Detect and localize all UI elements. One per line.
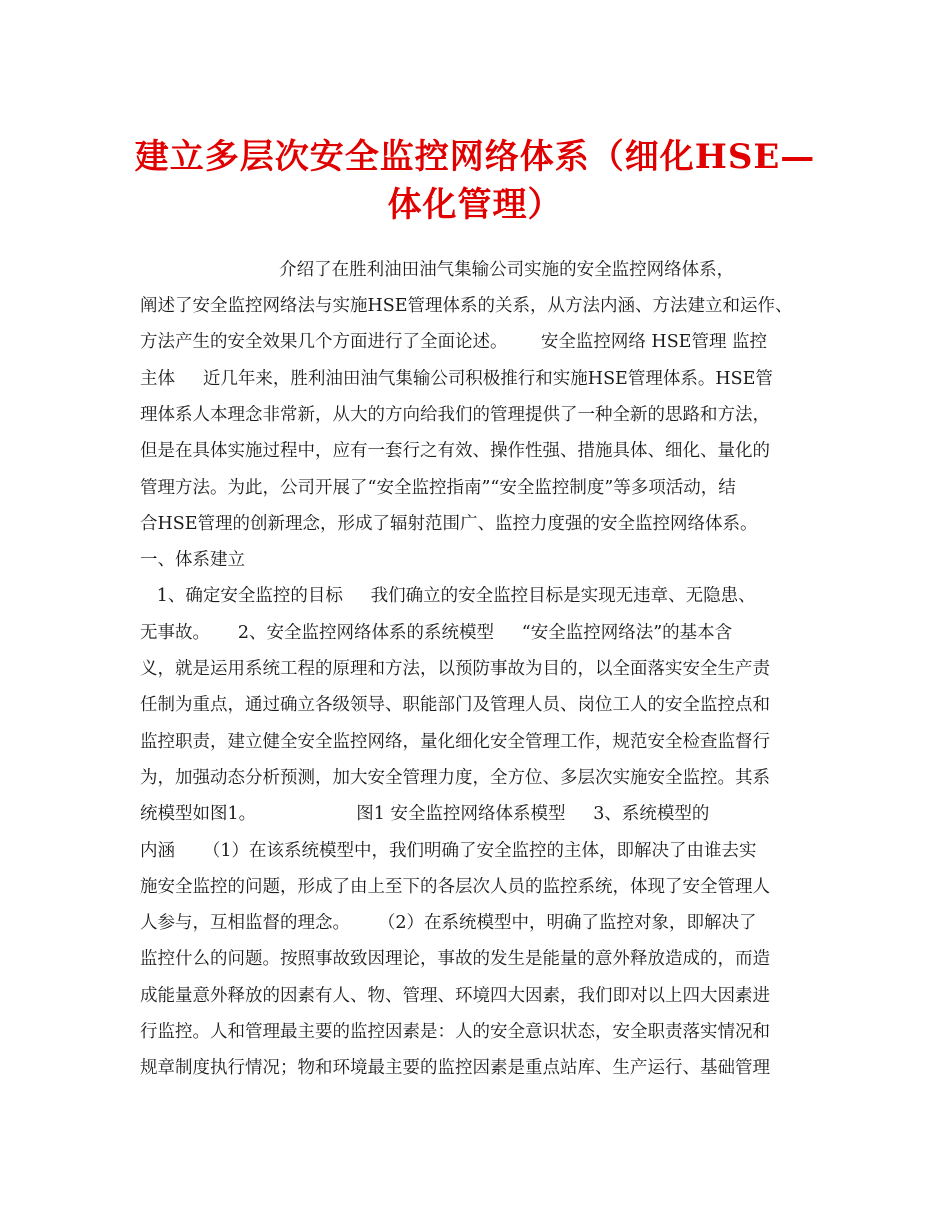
body-line: 理体系人本理念非常新，从大的方向给我们的管理提供了一种全新的思路和方法， [140, 405, 770, 425]
body-line: 管理方法。为此，公司开展了“安全监控指南”“安全监控制度”等多项活动，结 [140, 478, 736, 498]
body-line: 统模型如图1。 图1 安全监控网络体系模型 3、系统模型的 [140, 804, 710, 824]
body-line: 为，加强动态分析预测，加大安全管理力度，全方位、多层次实施安全监控。其系 [140, 768, 770, 788]
document-title-line-2: 体化管理） [387, 185, 563, 225]
body-line: 方法产生的安全效果几个方面进行了全面论述。 安全监控网络 HSE管理 监控 [140, 332, 768, 352]
body-line: 任制为重点，通过确立各级领导、职能部门及管理人员、岗位工人的安全监控点和 [140, 695, 770, 715]
document-title-line-1: 建立多层次安全监控网络体系（细化HSE— [134, 137, 816, 177]
section-heading: 一、体系建立 [140, 550, 245, 570]
body-line: 1、确定安全监控的目标 我们确立的安全监控目标是实现无违章、无隐患、 [140, 586, 756, 606]
body-line: 施安全监控的问题，形成了由上至下的各层次人员的监控系统，体现了安全管理人 [140, 877, 770, 897]
body-line: 成能量意外释放的因素有人、物、管理、环境四大因素，我们即对以上四大因素进 [140, 986, 770, 1006]
body-line: 但是在具体实施过程中，应有一套行之有效、操作性强、措施具体、细化、量化的 [140, 441, 770, 461]
body-line: 监控职责，建立健全安全监控网络，量化细化安全管理工作，规范安全检查监督行 [140, 732, 770, 752]
body-line: 无事故。 2、安全监控网络体系的系统模型 “安全监控网络法”的基本含 [140, 623, 733, 643]
body-line: 规章制度执行情况；物和环境最主要的监控因素是重点站库、生产运行、基础管理 [140, 1058, 770, 1078]
body-line: 监控什么的问题。按照事故致因理论，事故的发生是能量的意外释放造成的，而造 [140, 949, 770, 969]
body-line: 人参与，互相监督的理念。 （2）在系统模型中，明确了监控对象，即解决了 [140, 913, 757, 933]
body-line: 主体 近几年来，胜利油田油气集输公司积极推行和实施HSE管理体系。HSE管 [140, 369, 773, 389]
body-line: 内涵 （1）在该系统模型中，我们明确了安全监控的主体，即解决了由谁去实 [140, 841, 757, 861]
body-line: 义，就是运用系统工程的原理和方法，以预防事故为目的，以全面落实安全生产责 [140, 659, 770, 679]
body-line: 阐述了安全监控网络法与实施HSE管理体系的关系，从方法内涵、方法建立和运作、 [140, 296, 793, 316]
body-line: 合HSE管理的创新理念，形成了辐射范围广、监控力度强的安全监控网络体系。 [140, 514, 758, 534]
body-line: 行监控。人和管理最主要的监控因素是：人的安全意识状态，安全职责落实情况和 [140, 1022, 770, 1042]
body-line: 介绍了在胜利油田油气集输公司实施的安全监控网络体系， [140, 260, 735, 280]
